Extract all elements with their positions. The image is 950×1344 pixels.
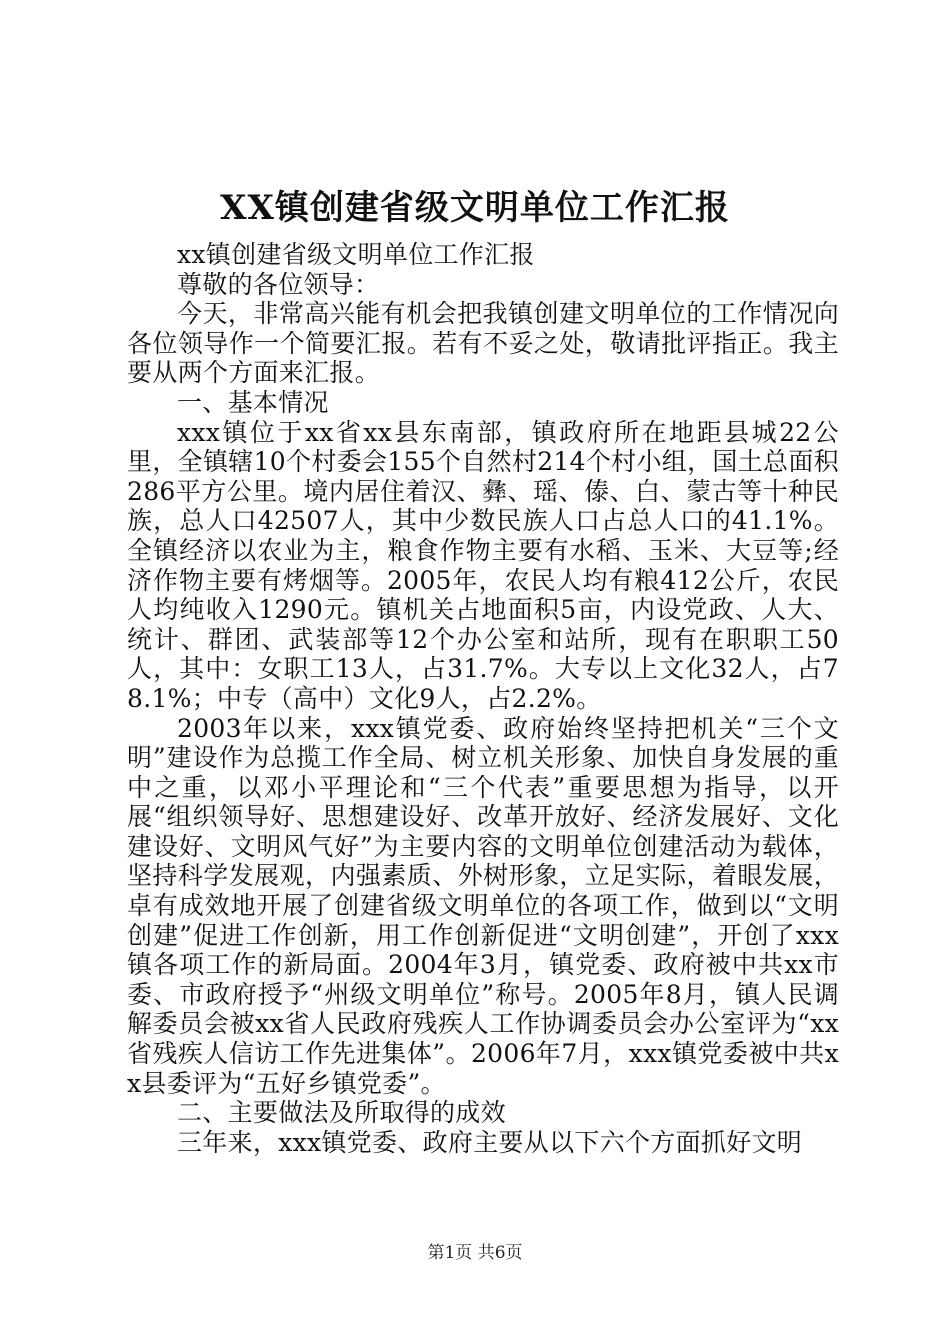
document-body	[127, 240, 839, 1157]
paragraph-achievements: 2003年以来，xxx镇党委、政府始终坚持把机关“三个文明”建设作为总揽工作全局、树立机关形象、加快自身发展的重中之重，以邓小平理论和“三个代表”重要思想为指导，以开展“组织领导好、思想建设好、改革开放好、经济发展好、文化建设好、文明风气好”为主要内容的文明单位创建活动为载体，坚持科学发展观，内强素质、外树形象，立足实际，着眼发展，卓有成效地开展了创建省级文明单位的各项工作，做到以“文明创建”促进工作创新，用工作创新促进“文明创建”，开创了xxx镇各项工作的新局面。2004年3月，镇党委、政府被中共xx市委、市政府授予“州级文明单位”称号。2005年8月，镇人民调解委员会被xx省人民政府残疾人工作协调委员会办公室评为“xx省残疾人信访工作先进集体”。2006年7月，xxx镇党委被中共xx县委评为“五好乡镇党委”。	[127, 713, 839, 1098]
paragraph-subtitle: xx镇创建省级文明单位工作汇报	[177, 240, 535, 269]
paragraph-intro: 今天，非常高兴能有机会把我镇创建文明单位的工作情况向各位领导作一个简要汇报。若有不妥之处，敬请批评指正。我主要从两个方面来汇报。	[127, 299, 839, 388]
paragraph-basic-info: xxx镇位于xx省xx县东南部，镇政府所在地距县城22公里，全镇辖10个村委会155个自然村214个村小组，国土总面积286平方公里。境内居住着汉、彝、瑶、傣、白、蒙古等十种民族，总人口42507人，其中少数民族人口占总人口的41.1%。全镇经济以农业为主，粮食作物主要有水稻、玉米、大豆等;经济作物主要有烤烟等。2005年，农民人均有粮412公斤，农民人均纯收入1290元。镇机关占地面积5亩，内设党政、人大、统计、群团、武装部等12个办公室和站所，现有在职职工50人，其中：女职工13人，占31.7%。大专以上文化32人，占78.1%；中专（高中）文化9人，占2.2%。	[127, 417, 839, 713]
section-heading-main-practices: 二、主要做法及所取得的成效	[177, 1098, 506, 1128]
page-footer: 第1页 共6页	[427, 1243, 523, 1263]
section-heading-basic-info: 一、基本情况	[177, 387, 329, 417]
document-title: XX镇创建省级文明单位工作汇报	[220, 188, 730, 228]
paragraph-salutation: 尊敬的各位领导：	[177, 269, 380, 299]
paragraph-main-practices: 三年来，xxx镇党委、政府主要从以下六个方面抓好文明	[177, 1127, 803, 1157]
